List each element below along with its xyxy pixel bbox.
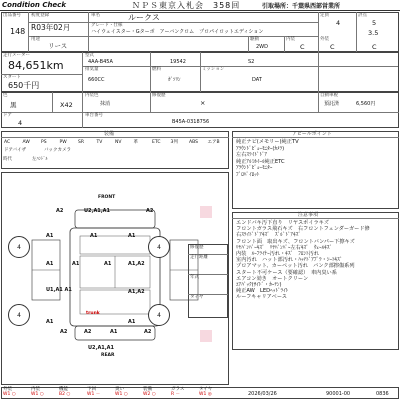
color-code: X42 <box>60 101 73 109</box>
dmg-a-center: A1 <box>90 233 98 239</box>
dmg-top-right: A2 <box>146 208 154 214</box>
dmg-top-center: U2,A1,A1 <box>84 208 111 214</box>
side-title-3: 年式 <box>190 275 199 280</box>
equip-item: AC <box>4 140 11 145</box>
lot-label: 出品番号 <box>3 13 21 18</box>
dmg-bottom-1: A2 <box>60 329 68 335</box>
equip-item-row2: バックカメラ <box>44 148 71 153</box>
equip-item: SR <box>78 140 84 145</box>
equip-item-row2: ドアバイザ <box>4 148 27 153</box>
seats-value: 4 <box>336 19 341 27</box>
tire-front-left: 4 <box>8 236 30 258</box>
side-title-4: タイヤ <box>190 295 204 300</box>
reg-label: 初度登録 <box>31 13 49 18</box>
appeal-item: ｱﾗｳﾝﾄﾞﾋﾞｭｰﾓﾆﾀｰ <box>236 165 273 171</box>
dmg-bottom-4: A2 <box>144 329 152 335</box>
drive-value: 2WD <box>256 44 268 50</box>
red-mark-1 <box>200 206 212 218</box>
front-label: FRONT <box>98 195 116 200</box>
doors-value: 4 <box>18 119 23 127</box>
grid-header: ガラス <box>171 387 185 392</box>
color-value: 黒 <box>10 101 17 109</box>
score-label: 評点 <box>358 13 367 18</box>
dmg-a-left: A1 <box>46 233 54 239</box>
red-mark-2 <box>200 330 212 342</box>
model-value: 4AA-B45A <box>88 59 113 65</box>
dmg-center-1: A1 <box>72 261 80 267</box>
model-code: 19542 <box>170 59 186 65</box>
equip-item: ABS <box>189 140 198 145</box>
dmg-bottom-2: A2 <box>84 329 92 335</box>
fuel-value: ｶﾞｿﾘﾝ <box>168 77 181 83</box>
dmg-a-right: A1 <box>128 233 136 239</box>
doc-date: 2026/03/26 <box>248 391 277 397</box>
note-item: エンドバキ汚下直り リヤスポイラキズ <box>236 220 329 226</box>
appeal-item: ﾌﾟﾛﾊﾟｲﾛｯﾄ <box>236 171 260 178</box>
grid-header: 臭い <box>115 387 124 392</box>
equip-item: PS <box>41 140 47 145</box>
tax-value: 預託済 <box>324 101 340 107</box>
color-label: 色 <box>3 93 8 98</box>
note-item: ﾘﾔﾊﾞﾝﾊﾟｰｷｽﾞ ﾘﾔﾊﾞﾝﾊﾟｰ左右ｷｽﾞ ｳｪｰﾙｷｽﾞ <box>236 244 332 251</box>
auction-title: ＮＰＳ東京入札会 358回 <box>132 1 241 10</box>
use-label: 用途 <box>31 37 40 42</box>
note-item: ｴｱﾊﾞｯｸ(ｻｲﾄﾞ・ｶｰﾃﾝ) <box>236 282 282 288</box>
tire-rear-right: 4 <box>148 304 170 326</box>
outer-label: 外装 <box>320 37 329 42</box>
grid-value: W2 ○ <box>143 392 156 397</box>
tax-label: 自動車税 <box>320 93 338 98</box>
equip-item: NV <box>115 140 122 145</box>
equip-item: PW <box>59 140 67 145</box>
inner-label: 内装 <box>286 37 295 42</box>
check-value: × <box>200 99 206 107</box>
note-item: ルーフキャリアベース <box>236 294 287 301</box>
note-item: フロント面 取出キズ、フロントバンパー下擦キズ <box>236 238 355 245</box>
dmg-bottom-3: A1 <box>110 329 118 335</box>
equip-item: ETC <box>152 140 161 145</box>
grid-value: W1 ◎ <box>199 392 212 397</box>
dmg-right-2: A1,A2 <box>128 289 145 295</box>
price-label: スタート <box>3 75 21 80</box>
mileage-label: 走行メーター <box>3 53 30 58</box>
grid-header: 内装 <box>31 387 40 392</box>
chassis-value: B45A-0318756 <box>172 119 210 125</box>
note-item: 内装 ﾙｰﾌﾗｲﾅｰ汚れ・ｷｽﾞ ﾌﾛﾝﾄ汚れ <box>236 251 320 257</box>
car-outline-icon <box>30 200 200 350</box>
outer-value: C <box>330 43 335 51</box>
tax-amount: 6,560円 <box>356 101 376 107</box>
score-sub: 3.5 <box>368 29 379 37</box>
equip-footer-2: 左ﾊﾝﾄﾞﾙ <box>32 157 48 162</box>
reg-value: R03年02月 <box>31 23 71 32</box>
note-item: フロントガラス飛石キズ 右フロントフェンダーガード修 <box>236 226 370 233</box>
use-value: リース <box>48 42 68 50</box>
doc-page: 0836 <box>376 391 389 397</box>
equip-item: 革 <box>133 140 138 145</box>
dmg-center-2: A1 <box>104 261 112 267</box>
grid-value: W1 ○ <box>3 392 16 397</box>
grid-value: R － <box>171 392 181 397</box>
grid-header: タイヤ <box>199 387 213 392</box>
doors-label: ドア <box>3 113 12 118</box>
dmg-right-3: A1 <box>128 319 136 325</box>
price-value: 650千円 <box>8 81 40 90</box>
note-item: 右ｽﾗｲﾄﾞﾄﾞｱｷｽﾞ ｽﾞﾙﾞﾄﾞｱｷｽﾞ <box>236 232 301 239</box>
inner-value: C <box>300 43 305 51</box>
grid-header: 機能 <box>59 387 68 392</box>
equip-item: 3列 <box>170 140 178 145</box>
dmg-bottom-center: U2,A1,A1 <box>88 345 115 351</box>
grid-header: 装備 <box>143 387 152 392</box>
side-title-1: 修復歴 <box>190 245 204 250</box>
note-item: 純正AW LEDﾍｯﾄﾞﾗｲﾄ <box>236 288 289 295</box>
dmg-right-1: A1,A2 <box>128 261 145 267</box>
equipment-title: 装備 <box>104 131 115 137</box>
tire-rear-left: 4 <box>8 304 30 326</box>
interior-label: 内装色 <box>85 93 99 98</box>
mission-value: DAT <box>252 77 262 83</box>
equip-footer-1: 時代 <box>3 157 12 162</box>
score-value: 5 <box>372 19 377 27</box>
brand-title: Condition Check <box>2 1 66 9</box>
seats-label: 定員 <box>320 13 329 18</box>
appeal-item: 左右ｽﾗｲﾄﾞﾄﾞｱ <box>236 152 268 158</box>
grid-header: 外装 <box>3 387 12 392</box>
note-item: 室内汚れ ハット部汚れ・ﾊｯﾁﾄﾞｱﾌﾟﾗ・ｼｰﾄｷｽﾞ <box>236 257 343 264</box>
doc-code: 90001-00 <box>326 391 351 397</box>
car-name: ルークス <box>128 13 160 22</box>
rear-label: REAR <box>101 353 115 358</box>
appeal-title: アピールポイント <box>292 131 332 137</box>
dmg-left-2: U1,A1 A1 <box>46 287 72 293</box>
equip-item: AW <box>22 140 30 145</box>
appeal-item: ｱﾗｳﾝﾄﾞﾋﾞｭｰﾓﾆﾀｰ(ｶﾒﾗ) <box>236 145 285 152</box>
grade-label: グレード・仕様 <box>91 23 123 28</box>
notes-title: 注意事項 <box>298 212 319 218</box>
grid-value: W1 ○ <box>31 392 44 397</box>
cc-label: 排気量 <box>85 67 99 72</box>
grid-value: B2 ○ <box>59 392 71 397</box>
drive-label: 駆動 <box>250 37 259 42</box>
dmg-left-3: A1 <box>46 319 54 325</box>
grid-value: W1 ○ <box>115 392 128 397</box>
trunk-label: trunk <box>86 311 100 316</box>
pickup-location: 引取場所：千葉県西部営業所 <box>262 3 341 10</box>
mission-label: ミッション <box>202 67 225 72</box>
equip-item: エアB <box>207 140 220 145</box>
cc-value: 660CC <box>88 77 105 83</box>
outer-value-2: C <box>372 43 377 51</box>
model-sub: S2 <box>248 59 255 65</box>
chassis-label: 車台番号 <box>85 113 103 118</box>
dmg-left-1: A1 <box>46 261 54 267</box>
mileage-value: 84,651km <box>8 59 64 72</box>
appeal-item: 純正ｱﾙﾐﾎｲｰﾙ純正ETC <box>236 158 285 165</box>
interior-value: 抹消 <box>100 101 111 107</box>
grid-value: W1 － <box>87 392 101 397</box>
check-label: 修復歴 <box>152 93 166 98</box>
grade-value: ハイウェイスター・Gターボ アーバンクロム プロパイロットエディション <box>91 29 264 35</box>
equip-item: TV <box>96 140 103 145</box>
model-label: 型式 <box>85 53 94 58</box>
car-name-label: 車名 <box>91 13 100 18</box>
note-item: スタート不可ケース（要確認） 車内臭い系 <box>236 269 337 276</box>
lot-number: 148 <box>10 27 26 36</box>
side-title-2: 走行距離 <box>190 255 208 260</box>
grid-header: 下回 <box>87 387 96 392</box>
tire-front-right: 4 <box>148 236 170 258</box>
fuel-label: 燃料 <box>152 67 161 72</box>
dmg-top-left: A2 <box>56 208 64 214</box>
note-item: エアコン効き オートクリーン <box>236 275 309 282</box>
note-item: プロアマット、カーペット汚れ バンク部擦傷系列 <box>236 263 355 270</box>
appeal-item: 純正ナビ(メモリー)純正TV <box>236 139 299 145</box>
